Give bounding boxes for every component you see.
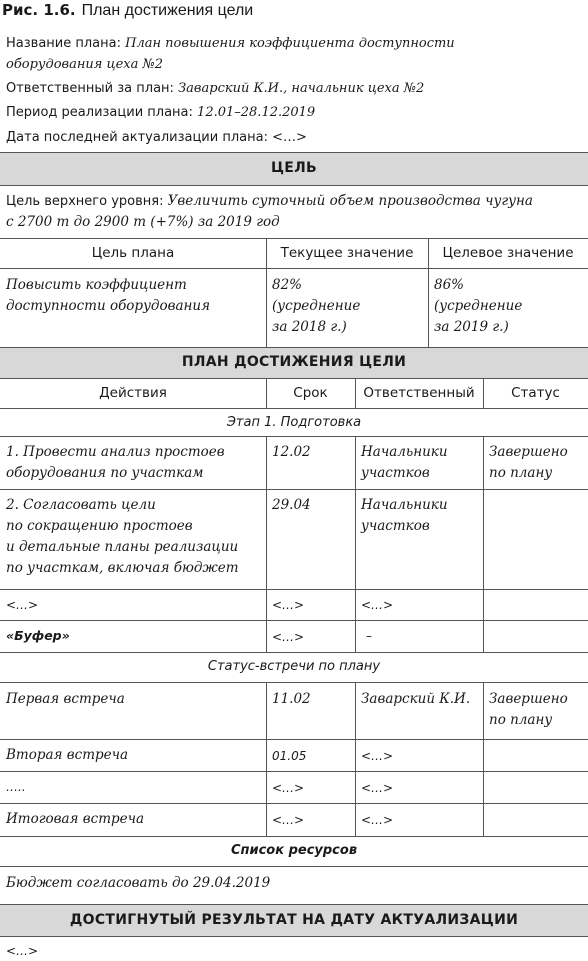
meeting-text: Первая встреча (6, 691, 125, 707)
top-goal-value-cont: с 2700 т до 2900 т (+7%) за 2019 год (6, 214, 280, 230)
plan-name-line-2 (6, 55, 163, 74)
stage-1-row (0, 408, 588, 436)
deadline-text: <…> (272, 781, 305, 795)
deadline-text: 29.04 (272, 497, 311, 513)
action-text: 1. Провести анализ простоев оборудования по участкам (6, 444, 225, 481)
top-goal-line (6, 192, 533, 211)
responsible-line (6, 79, 424, 98)
table-row (0, 682, 588, 739)
result-section-header (0, 904, 588, 936)
plan-section-header (0, 347, 588, 378)
figure-caption (2, 0, 253, 22)
goal-values-row (0, 268, 588, 347)
updated-line (6, 128, 307, 147)
col-actions: Действия (99, 385, 167, 401)
goal-section-header (0, 152, 588, 185)
col-target-value: Целевое значение (442, 245, 574, 261)
owner-text: <…> (361, 781, 394, 795)
period-line (6, 103, 315, 122)
top-goal-label: Цель верхнего уровня: (6, 194, 164, 209)
meeting-text: Итоговая встреча (6, 811, 145, 827)
table-row (0, 620, 588, 652)
current-value: 82% (усреднение за 2018 г.) (272, 277, 361, 335)
action-text: «Буфер» (6, 628, 70, 643)
deadline-text: <…> (272, 813, 305, 827)
responsible-label: Ответственный за план: (6, 81, 174, 96)
goal-value: Повысить коэффициент доступности оборудования (6, 277, 211, 314)
col-owner: Ответственный (363, 385, 475, 401)
responsible-value: Заварский К.И., начальник цеха №2 (178, 81, 425, 96)
updated-value: <…> (272, 130, 307, 145)
updated-label: Дата последней актуализации плана: (6, 130, 268, 145)
status-text: Завершено по плану (489, 691, 568, 728)
meetings-row (0, 652, 588, 682)
plan-section-title: ПЛАН ДОСТИЖЕНИЯ ЦЕЛИ (181, 354, 407, 370)
meeting-text: ….. (6, 780, 26, 794)
col-deadline: Срок (293, 385, 328, 401)
top-goal-row (0, 185, 588, 238)
plan-columns-header (0, 378, 588, 408)
owner-text: Начальники участков (361, 497, 448, 534)
resources-row (0, 836, 588, 866)
table-row (0, 589, 588, 620)
goal-columns-header (0, 238, 588, 268)
col-plan-goal: Цель плана (91, 245, 175, 261)
goal-section-title: ЦЕЛЬ (270, 160, 318, 176)
plan-name-value-cont: оборудования цеха №2 (6, 57, 164, 72)
owner-text: Начальники участков (361, 444, 448, 481)
col-current-value: Текущее значение (280, 245, 414, 261)
table-row (0, 739, 588, 771)
owner-text: <…> (361, 749, 394, 763)
deadline-text: 11.02 (272, 691, 311, 707)
budget-row (0, 866, 588, 904)
top-goal-line-2 (6, 213, 280, 232)
top-goal-value: Увеличить суточный объем производства чугуна (167, 193, 533, 209)
result-row (0, 936, 588, 960)
deadline-text: <…> (272, 630, 305, 644)
deadline-text: 01.05 (272, 749, 307, 763)
plan-table (0, 152, 588, 960)
status-text: Завершено по плану (489, 444, 568, 481)
owner-text: <…> (361, 598, 394, 612)
col-status: Статус (511, 385, 560, 401)
action-text: 2. Согласовать цели по сокращению простоев и детальные планы реализации по участкам, включая бюджет (6, 497, 239, 576)
plan-name-value: План повышения коэффициента доступности (125, 36, 455, 51)
result-value: <…> (6, 944, 39, 958)
table-row (0, 436, 588, 489)
figure-number: Рис. 1.6. (2, 1, 76, 19)
owner-text: – (366, 629, 372, 643)
deadline-text: 12.02 (272, 444, 311, 460)
resources-title: Список ресурсов (230, 843, 358, 858)
table-row (0, 771, 588, 803)
deadline-text: <…> (272, 598, 305, 612)
table-row (0, 803, 588, 836)
meetings-title: Статус-встречи по плану (207, 659, 381, 674)
plan-name-line (6, 34, 455, 53)
target-value: 86% (усреднение за 2019 г.) (434, 277, 523, 335)
budget-text: Бюджет согласовать до 29.04.2019 (6, 875, 271, 891)
period-label: Период реализации плана: (6, 105, 193, 120)
result-section-title: ДОСТИГНУТЫЙ РЕЗУЛЬТАТ НА ДАТУ АКТУАЛИЗАЦИИ (69, 912, 519, 928)
owner-text: Заварский К.И. (361, 691, 471, 707)
stage-1-title: Этап 1. Подготовка (226, 415, 362, 430)
table-row (0, 489, 588, 589)
period-value: 12.01–28.12.2019 (197, 105, 316, 120)
owner-text: <…> (361, 813, 394, 827)
plan-name-label: Название плана: (6, 36, 121, 51)
action-text: <…> (6, 598, 39, 612)
figure-title: План достижения цели (81, 2, 254, 19)
meeting-text: Вторая встреча (6, 747, 129, 763)
